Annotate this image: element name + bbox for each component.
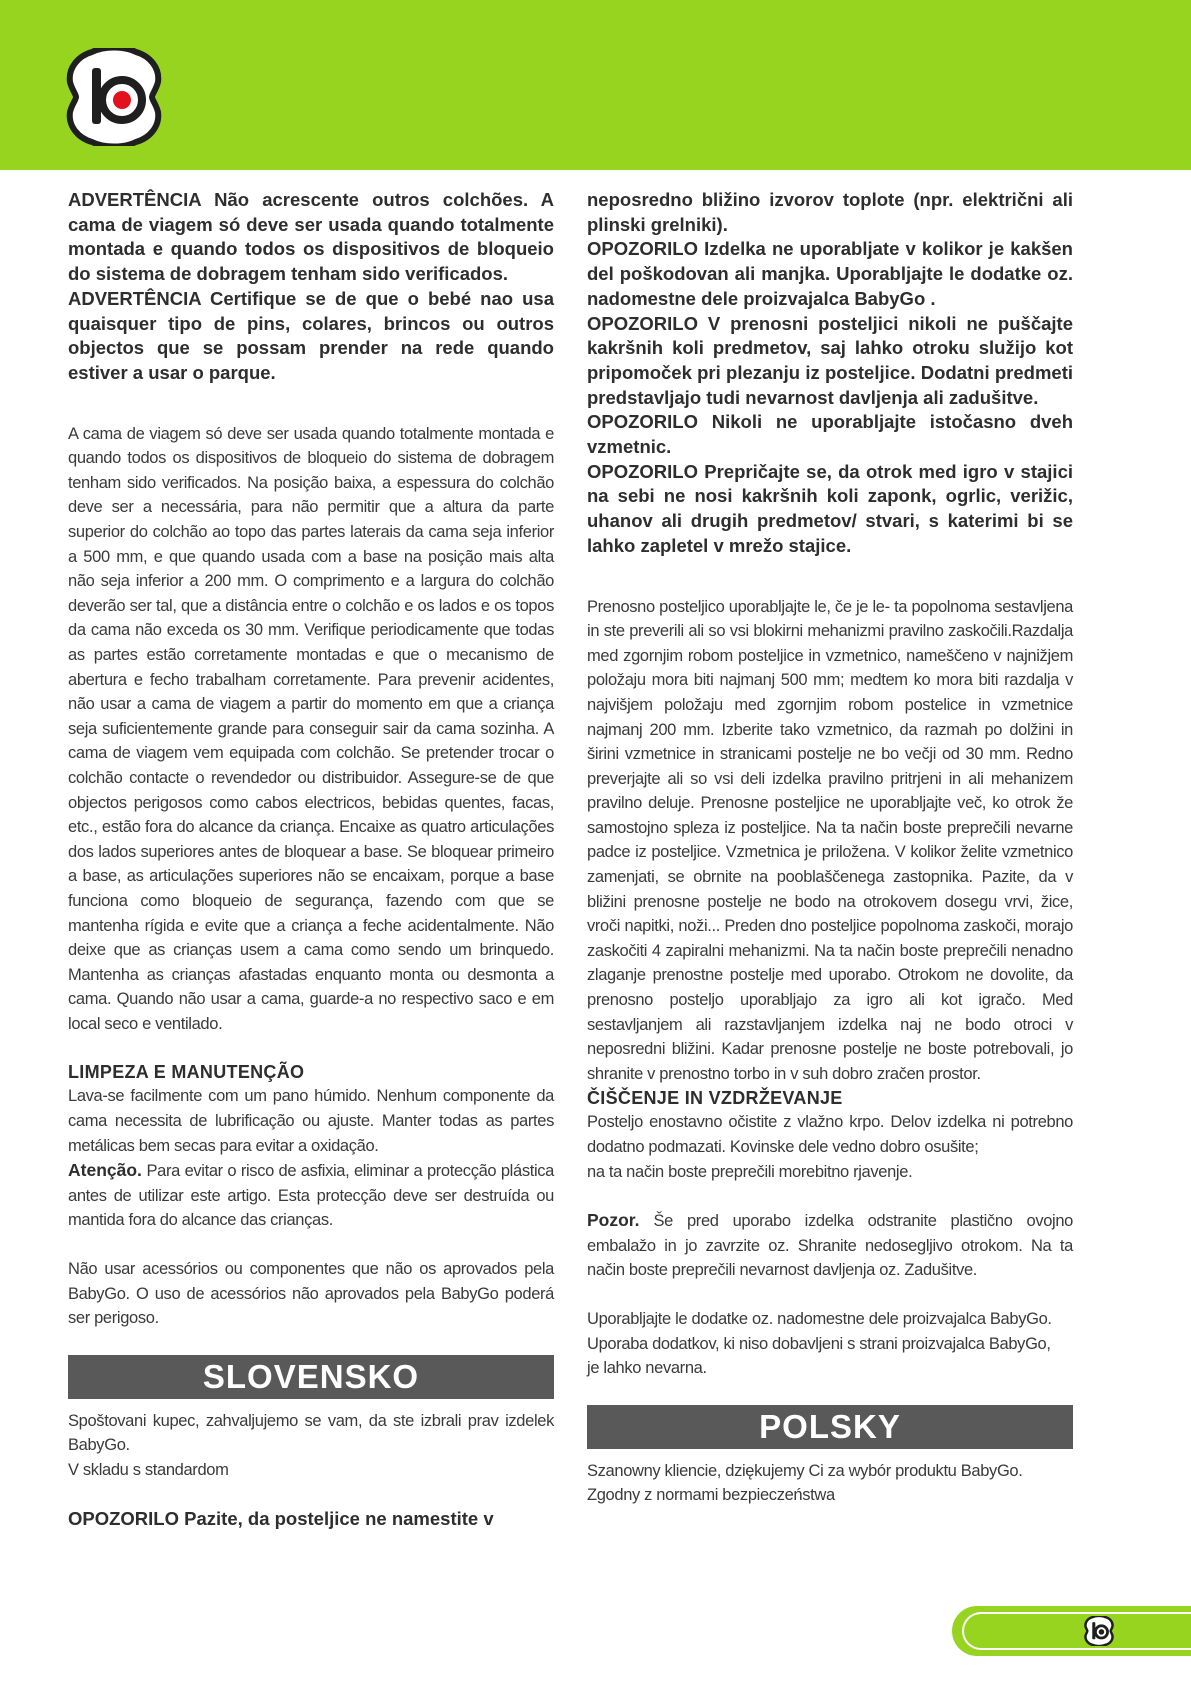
body-paragraph: Prenosno posteljico uporabljajte le, če je le- ta popolnoma sestavljena in ste preverili ali so vsi blokirni mehanizmi pravilno zaskočili.Razdalja med zgornjim robom posteljice in vzmetnico, nameščeno v najnižjem položaju mora biti najmanj 500 mm; medtem ko mora biti razdalja v najvišjem položaju med zgornjim robom postelice in vzmetnice najmanj 200 mm. Izberite tako vzmetnico, da razmah po dolžini in širini vzmetnice in stranicami postelje ne bo večji od 30 mm. Redno preverjajte ali so vsi deli izdelka pravilno pritrjeni in ali mehanizem pravilno deluje. Prenosne posteljice ne uporabljajte več, ko otrok že samostojno spleza iz posteljice. Na ta način boste preprečili nevarne padce iz posteljice. Vzmetnica je priložena. V kolikor želite vzmetnico zamenjati, se obrnite na pooblaščenega zastopnika. Pazite, da v bližini prenosne postelje ne bodo na otrokovem dosegu vrvi, žice, vroči napitki, noži... Preden dno posteljice popolnoma zaskoči, morajo zaskočiti 4 zapiralni mehanizmi. Na ta način boste preprečili nenadno zlaganje prenostne postelje med uporabo. Otrokom ne dovolite, da prenosno posteljo uporabljajo za igro ali kot igračo. Med sestavljanjem ali razstavljanjem izdelka naj ne bodo otroci v neposredni bližini. Kadar prenosne postelje ne boste potrebovali, jo shranite v prenostno torbo in v suh dobro zračen prostor. <box>587 597 1073 1083</box>
attention-text: Para evitar o risco de asfixia, eliminar a protecção plástica antes de utilizar este artigo. Esta protecção deve ser destruída ou mantida fora do alcance das crianças. <box>68 1162 554 1230</box>
section-heading: LIMPEZA E MANUTENÇÃO <box>68 1062 305 1083</box>
page-tab <box>952 1606 1191 1656</box>
babygo-logo-small <box>1084 1616 1114 1646</box>
pozor-label: Pozor. <box>587 1210 640 1231</box>
body-paragraph: Não usar acessórios ou componentes que não os aprovados pela BabyGo. O uso de acessórios não aprovados pela BabyGo poderá ser perigoso. <box>68 1260 554 1328</box>
cleaning-line: Posteljo enostavno očistite z vlažno krpo. Delov izdelka ni potrebno dodatno podmazati. Kovinske dele vedno dobro osušite; <box>587 1113 1073 1157</box>
warning-paragraph: OPOZORILO Pazite, da posteljice ne namestite v <box>68 1507 494 1529</box>
warning-paragraph: ADVERTÊNCIA Não acrescente outros colchões. A cama de viagem só deve ser usada quando totalmente montada e quando todos os dispositivos de bloqueio do sistema de dobragem tenham sido verificados. <box>68 189 554 285</box>
accessories-line: Uporabljajte le dodatke oz. nadomestne dele proizvajalca BabyGo. <box>587 1309 1052 1328</box>
intro-line: Spoštovani kupec, zahvaljujemo se vam, da ste izbrali prav izdelek BabyGo. <box>68 1411 554 1455</box>
left-column <box>68 188 554 1531</box>
warning-paragraph: OPOZORILO Nikoli ne uporabljajte istočasno dveh vzmetnic. <box>587 411 1073 458</box>
accessories-line: Uporaba dodatkov, ki niso dobavljeni s strani proizvajalca BabyGo, <box>587 1334 1051 1353</box>
warning-paragraph: OPOZORILO V prenosni posteljici nikoli ne puščajte kakršnih koli predmetov, saj lahko otroku služijo kot pripomoček pri plezanju iz posteljice. Dodatni predmeti predstavljajo tudi nevarnost davljenja ali zadušitve. <box>587 312 1073 408</box>
warning-paragraph: ADVERTÊNCIA Certifique se de que o bebé nao usa quaisquer tipo de pins, colares, brincos ou outros objectos que se possam prender na rede quando estiver a usar o parque. <box>68 287 554 383</box>
accessories-line: je lahko nevarna. <box>587 1359 707 1378</box>
page-tab-outline <box>962 1612 1191 1650</box>
header-band <box>0 0 1191 170</box>
pozor-text: Še pred uporabo izdelka odstranite plastično ovojno embalažo in jo zavrzite oz. Shranite nedosegljivo otrokom. Na ta način boste preprečili nevarnost davljenja oz. Zadušitve. <box>587 1212 1074 1280</box>
section-title-bar: SLOVENSKO <box>68 1355 554 1399</box>
warning-paragraph: neposredno bližino izvorov toplote (npr. električni ali plinski grelniki). <box>587 189 1073 235</box>
intro-line: Zgodny z normami bezpieczeństwa <box>587 1486 835 1505</box>
body-paragraph: Lava-se facilmente com um pano húmido. Nenhum componente da cama necessita de lubrificação ou ajuste. Manter todas as partes metálicas bem secas para evitar a oxidação. <box>68 1087 554 1155</box>
babygo-logo <box>66 48 162 146</box>
right-column <box>587 188 1073 1508</box>
section-title-bar: POLSKY <box>587 1405 1073 1449</box>
pozor-paragraph <box>587 1208 1073 1283</box>
intro-line: Szanowny kliencie, dziękujemy Ci za wybór produktu BabyGo. <box>587 1461 1023 1480</box>
attention-label: Atenção. <box>68 1160 142 1181</box>
section-heading: ČIŠČENJE IN VZDRŽEVANJE <box>587 1088 843 1109</box>
intro-line: V skladu s standardom <box>68 1461 229 1479</box>
warning-paragraph: OPOZORILO Prepričajte se, da otrok med igro v stajici na sebi ne nosi kakršnih koli zaponk, ogrlic, verižic, uhanov ali drugih predmetov/ stvari, s katerimi bi se lahko zapletel v mrežo stajice. <box>587 460 1073 556</box>
attention-paragraph <box>68 1158 554 1233</box>
warning-paragraph: OPOZORILO Izdelka ne uporabljate v kolikor je kakšen del poškodovan ali manjka. Uporabljajte le dodatke oz. nadomestne dele proizvajalca BabyGo . <box>587 238 1073 309</box>
cleaning-line: na ta način boste preprečili morebitno rjavenje. <box>587 1162 913 1181</box>
body-paragraph: A cama de viagem só deve ser usada quando totalmente montada e quando todos os dispositivos de bloqueio do sistema de dobragem tenham sido verificados. Na posição baixa, a espessura do colchão deve ser a necessária, para não permitir que a altura da parte superior do colchão ao topo das partes laterais da cama seja inferior a 500 mm, e que quando usada com a base na posição mais alta não seja inferior a 200 mm. O comprimento e a largura do colchão deverão ser tal, que a distância entre o colchão e os lados e os topos da cama não exceda os 30 mm. Verifique periodicamente que todas as partes estão corretamente montadas e que o mecanismo de abertura e fecho trabalham corretamente. Para prevenir acidentes, não usar a cama de viagem a partir do momento em que a criança seja suficientemente grande para conseguir sair da cama sozinha. A cama de viagem vem equipada com colchão. Se pretender trocar o colchão contacte o revendedor ou distribuidor. Assegure-se de que objectos perigosos como cabos electricos, bebidas quentes, facas, etc., estão fora do alcance da criança. Encaixe as quatro articulações dos lados superiores antes de bloquear a base. Se bloquear primeiro a base, as articulações superiores não se encaixam, porque a base funciona como bloqueio de segurança, fazendo com que se mantenha rígida e evite que a criança a feche acidentalmente. Não deixe que as crianças usem a cama como sendo um brinquedo. Mantenha as crianças afastadas enquanto monta ou desmonta a cama. Quando não usar a cama, guarde-a no respectivo saco e em local seco e ventilado. <box>68 424 554 1033</box>
